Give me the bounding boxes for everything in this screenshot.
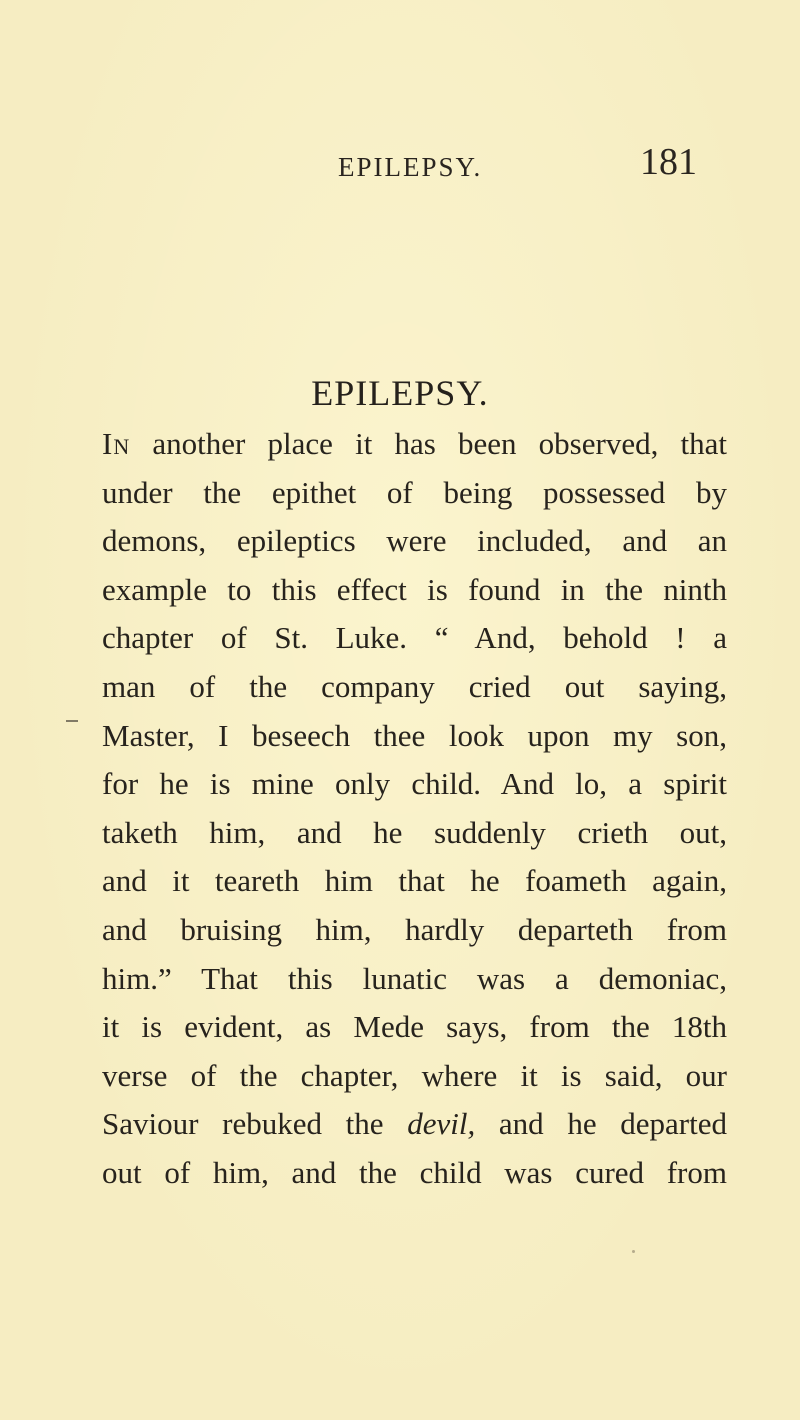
- text-line: and it teareth him that he foameth again,: [102, 863, 727, 899]
- drop-word: In: [102, 426, 131, 461]
- text-line: taketh him, and he suddenly crieth out,: [102, 814, 727, 850]
- text-line: Master, I beseech thee look upon my son,: [102, 717, 727, 753]
- text-line: In another place it has been observed, that: [102, 426, 727, 461]
- paper-speck: [632, 1250, 635, 1253]
- text-line: demons, epileptics were included, and an: [102, 523, 727, 559]
- italic-word: devil,: [407, 1106, 476, 1142]
- margin-mark: [66, 720, 78, 722]
- text-line: Saviour rebuked the devil, and he departed: [102, 1106, 728, 1142]
- text-line: it is evident, as Mede says, from the 18th: [102, 1009, 727, 1045]
- running-head: [0, 140, 800, 190]
- text-line: and bruising him, hardly departeth from: [102, 911, 727, 947]
- text-line: him.” That this lunatic was a demoniac,: [102, 960, 727, 996]
- text-line: out of him, and the child was cured from: [102, 1154, 727, 1190]
- text-line: under the epithet of being possessed by: [102, 474, 727, 510]
- chapter-title: EPILEPSY.: [311, 373, 489, 413]
- text-line: for he is mine only child. And lo, a spirit: [102, 766, 727, 802]
- text-line: chapter of St. Luke. “ And, behold ! a: [102, 620, 727, 656]
- text-line: example to this effect is found in the ninth: [102, 571, 727, 607]
- text-line: man of the company cried out saying,: [102, 668, 727, 704]
- body-text: [102, 420, 727, 1198]
- running-title: EPILEPSY.: [338, 152, 483, 182]
- text-line: verse of the chapter, where it is said, our: [102, 1057, 727, 1093]
- page-number: 181: [640, 141, 697, 183]
- bleed-through-shadow: [120, 238, 720, 272]
